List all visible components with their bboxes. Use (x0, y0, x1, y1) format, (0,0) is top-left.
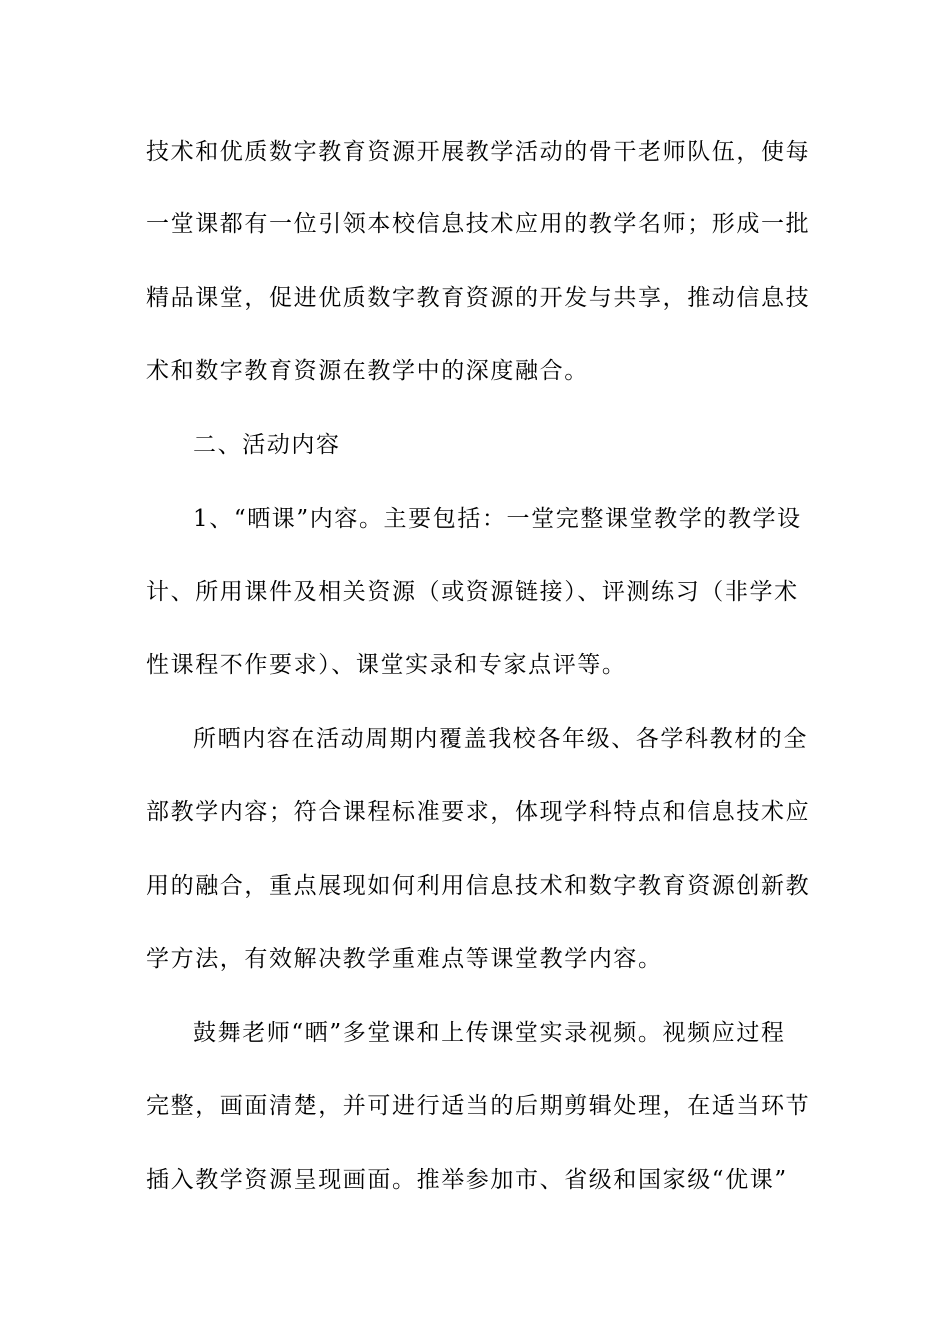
text-line: 鼓舞老师“晒”多堂课和上传课堂实录视频。视频应过程 (193, 1020, 786, 1046)
text-line: 用的融合，重点展现如何利用信息技术和数字教育资源创新教 (146, 873, 811, 899)
text-line: 1、“晒课”内容。主要包括：一堂完整课堂教学的教学设 (193, 506, 802, 532)
text-line: 学方法，有效解决教学重难点等课堂教学内容。 (146, 946, 663, 972)
section-heading: 二、活动内容 (193, 432, 341, 458)
text-line: 术和数字教育资源在教学中的深度融合。 (146, 358, 589, 384)
text-line: 所晒内容在活动周期内覆盖我校各年级、各学科教材的全 (193, 726, 808, 752)
text-line: 部教学内容；符合课程标准要求，体现学科特点和信息技术应 (146, 799, 811, 825)
text-line: 插入教学资源呈现画面。推举参加市、省级和国家级“优课” (146, 1167, 788, 1193)
text-line: 精品课堂，促进优质数字教育资源的开发与共享，推动信息技 (146, 285, 811, 311)
text-line: 技术和优质数字教育资源开展教学活动的骨干老师队伍，使每 (146, 139, 811, 165)
text-line: 一堂课都有一位引领本校信息技术应用的教学名师；形成一批 (146, 211, 811, 237)
text-line: 性课程不作要求）、课堂实录和专家点评等。 (146, 652, 627, 678)
text-line: 计、所用课件及相关资源（或资源链接）、评测练习（非学术 (146, 579, 799, 605)
text-line: 完整，画面清楚，并可进行适当的后期剪辑处理，在适当环节 (146, 1093, 811, 1119)
